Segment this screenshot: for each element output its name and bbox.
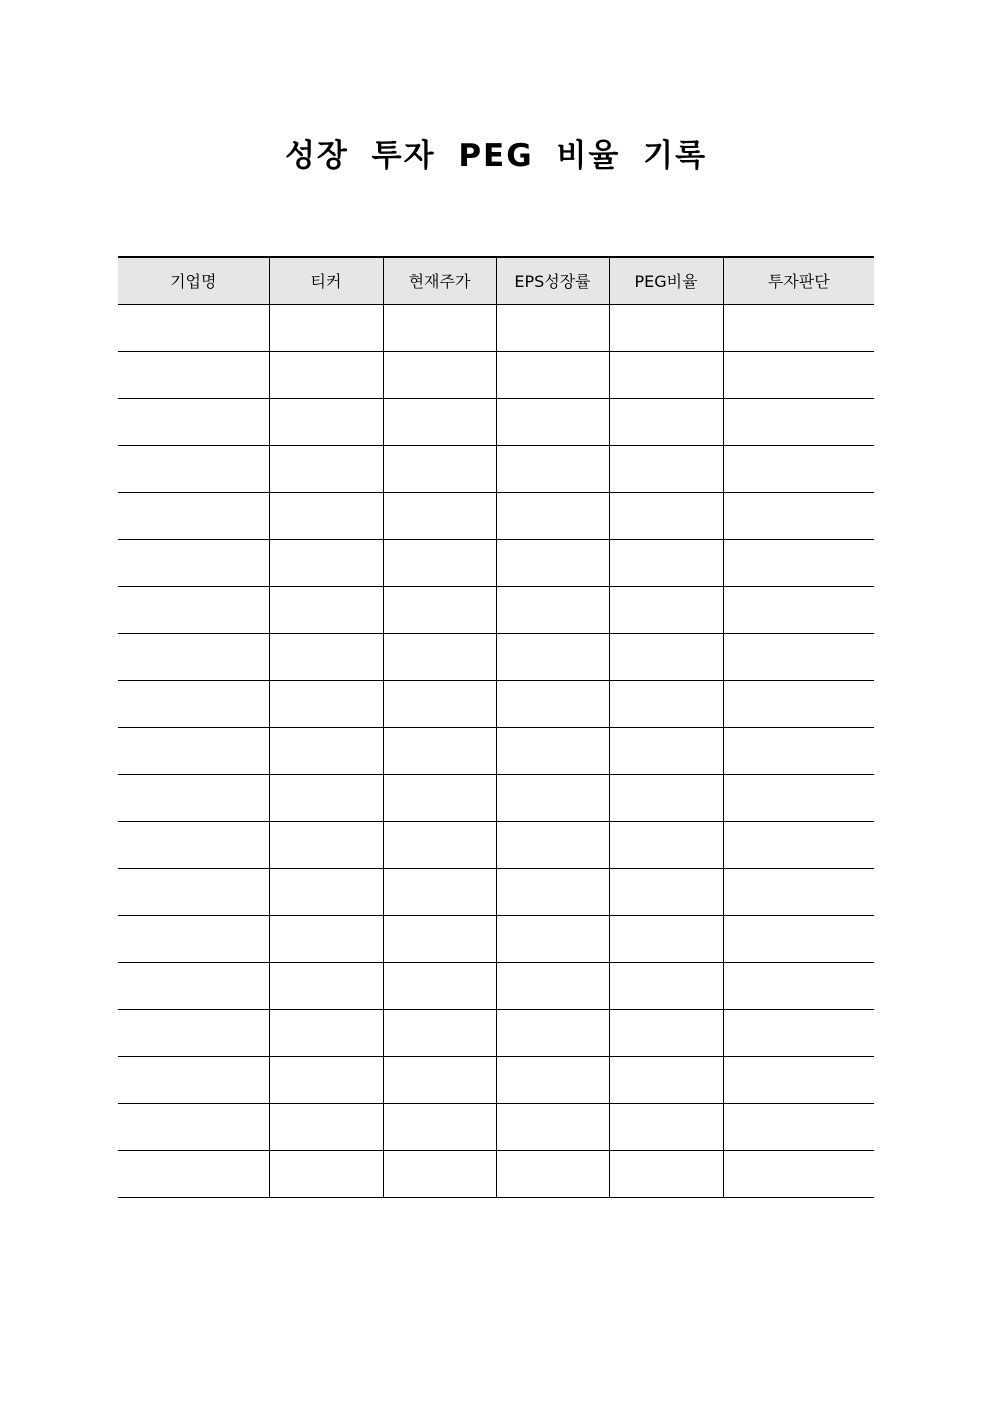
- cell-eps-growth[interactable]: [496, 1009, 609, 1056]
- header-investment-decision: 투자판단: [723, 257, 874, 304]
- cell-company-name[interactable]: [118, 1103, 269, 1150]
- cell-investment-decision[interactable]: [723, 868, 874, 915]
- cell-peg-ratio[interactable]: [609, 680, 723, 727]
- cell-investment-decision[interactable]: [723, 962, 874, 1009]
- cell-peg-ratio[interactable]: [609, 727, 723, 774]
- cell-eps-growth[interactable]: [496, 492, 609, 539]
- cell-company-name[interactable]: [118, 821, 269, 868]
- cell-current-price[interactable]: [383, 962, 496, 1009]
- cell-ticker[interactable]: [269, 445, 383, 492]
- cell-peg-ratio[interactable]: [609, 633, 723, 680]
- cell-company-name[interactable]: [118, 962, 269, 1009]
- cell-company-name[interactable]: [118, 492, 269, 539]
- cell-eps-growth[interactable]: [496, 1150, 609, 1197]
- table-row: [118, 1056, 874, 1103]
- cell-eps-growth[interactable]: [496, 962, 609, 1009]
- cell-eps-growth[interactable]: [496, 1103, 609, 1150]
- table-header: [118, 257, 874, 304]
- cell-eps-growth[interactable]: [496, 727, 609, 774]
- table-row: [118, 633, 874, 680]
- cell-current-price[interactable]: [383, 915, 496, 962]
- cell-ticker[interactable]: [269, 962, 383, 1009]
- cell-peg-ratio[interactable]: [609, 492, 723, 539]
- cell-ticker[interactable]: [269, 304, 383, 351]
- cell-investment-decision[interactable]: [723, 1103, 874, 1150]
- cell-peg-ratio[interactable]: [609, 351, 723, 398]
- cell-ticker[interactable]: [269, 774, 383, 821]
- header-current-price: 현재주가: [383, 257, 496, 304]
- cell-investment-decision[interactable]: [723, 1009, 874, 1056]
- header-peg-ratio: PEG비율: [609, 257, 723, 304]
- cell-eps-growth[interactable]: [496, 586, 609, 633]
- cell-peg-ratio[interactable]: [609, 1009, 723, 1056]
- cell-investment-decision[interactable]: [723, 445, 874, 492]
- cell-investment-decision[interactable]: [723, 398, 874, 445]
- table-row: [118, 680, 874, 727]
- cell-investment-decision[interactable]: [723, 774, 874, 821]
- header-ticker: 티커: [269, 257, 383, 304]
- cell-investment-decision[interactable]: [723, 680, 874, 727]
- cell-company-name[interactable]: [118, 868, 269, 915]
- page-title: 성장 투자 PEG 비율 기록: [284, 138, 708, 174]
- table-row: [118, 868, 874, 915]
- cell-investment-decision[interactable]: [723, 915, 874, 962]
- cell-company-name[interactable]: [118, 445, 269, 492]
- cell-eps-growth[interactable]: [496, 868, 609, 915]
- cell-eps-growth[interactable]: [496, 774, 609, 821]
- cell-investment-decision[interactable]: [723, 586, 874, 633]
- header-eps-growth: EPS성장률: [496, 257, 609, 304]
- cell-investment-decision[interactable]: [723, 492, 874, 539]
- cell-ticker[interactable]: [269, 821, 383, 868]
- cell-eps-growth[interactable]: [496, 304, 609, 351]
- table-row: [118, 727, 874, 774]
- cell-eps-growth[interactable]: [496, 351, 609, 398]
- cell-company-name[interactable]: [118, 304, 269, 351]
- cell-peg-ratio[interactable]: [609, 774, 723, 821]
- cell-eps-growth[interactable]: [496, 680, 609, 727]
- table-row: [118, 398, 874, 445]
- cell-current-price[interactable]: [383, 1009, 496, 1056]
- cell-current-price[interactable]: [383, 445, 496, 492]
- cell-ticker[interactable]: [269, 586, 383, 633]
- cell-investment-decision[interactable]: [723, 727, 874, 774]
- cell-current-price[interactable]: [383, 727, 496, 774]
- table-row: [118, 915, 874, 962]
- cell-company-name[interactable]: [118, 586, 269, 633]
- table-row: [118, 492, 874, 539]
- peg-record-table: [118, 256, 874, 1198]
- cell-peg-ratio[interactable]: [609, 539, 723, 586]
- table-row: [118, 1150, 874, 1197]
- cell-investment-decision[interactable]: [723, 539, 874, 586]
- cell-company-name[interactable]: [118, 633, 269, 680]
- cell-company-name[interactable]: [118, 727, 269, 774]
- cell-ticker[interactable]: [269, 680, 383, 727]
- cell-peg-ratio[interactable]: [609, 586, 723, 633]
- cell-company-name[interactable]: [118, 680, 269, 727]
- cell-current-price[interactable]: [383, 680, 496, 727]
- cell-current-price[interactable]: [383, 821, 496, 868]
- cell-current-price[interactable]: [383, 1056, 496, 1103]
- table-row: [118, 821, 874, 868]
- header-company-name: 기업명: [118, 257, 269, 304]
- cell-current-price[interactable]: [383, 633, 496, 680]
- cell-eps-growth[interactable]: [496, 1056, 609, 1103]
- cell-eps-growth[interactable]: [496, 821, 609, 868]
- cell-ticker[interactable]: [269, 868, 383, 915]
- cell-investment-decision[interactable]: [723, 633, 874, 680]
- cell-ticker[interactable]: [269, 1150, 383, 1197]
- cell-eps-growth[interactable]: [496, 445, 609, 492]
- cell-company-name[interactable]: [118, 915, 269, 962]
- cell-investment-decision[interactable]: [723, 821, 874, 868]
- cell-current-price[interactable]: [383, 774, 496, 821]
- cell-investment-decision[interactable]: [723, 1150, 874, 1197]
- cell-ticker[interactable]: [269, 1103, 383, 1150]
- cell-ticker[interactable]: [269, 539, 383, 586]
- cell-peg-ratio[interactable]: [609, 821, 723, 868]
- table-row: [118, 1103, 874, 1150]
- cell-peg-ratio[interactable]: [609, 1103, 723, 1150]
- cell-company-name[interactable]: [118, 1056, 269, 1103]
- table-row: [118, 586, 874, 633]
- cell-ticker[interactable]: [269, 633, 383, 680]
- cell-eps-growth[interactable]: [496, 915, 609, 962]
- cell-ticker[interactable]: [269, 492, 383, 539]
- cell-current-price[interactable]: [383, 398, 496, 445]
- cell-current-price[interactable]: [383, 351, 496, 398]
- cell-peg-ratio[interactable]: [609, 1056, 723, 1103]
- cell-investment-decision[interactable]: [723, 1056, 874, 1103]
- table-body: [118, 304, 874, 1197]
- cell-peg-ratio[interactable]: [609, 398, 723, 445]
- table-row: [118, 539, 874, 586]
- cell-eps-growth[interactable]: [496, 633, 609, 680]
- cell-peg-ratio[interactable]: [609, 915, 723, 962]
- cell-ticker[interactable]: [269, 351, 383, 398]
- cell-peg-ratio[interactable]: [609, 868, 723, 915]
- table-row: [118, 774, 874, 821]
- cell-peg-ratio[interactable]: [609, 304, 723, 351]
- cell-peg-ratio[interactable]: [609, 1150, 723, 1197]
- cell-peg-ratio[interactable]: [609, 962, 723, 1009]
- cell-current-price[interactable]: [383, 586, 496, 633]
- cell-ticker[interactable]: [269, 915, 383, 962]
- table-row: [118, 351, 874, 398]
- cell-eps-growth[interactable]: [496, 539, 609, 586]
- cell-company-name[interactable]: [118, 1009, 269, 1056]
- cell-current-price[interactable]: [383, 868, 496, 915]
- cell-ticker[interactable]: [269, 1056, 383, 1103]
- cell-company-name[interactable]: [118, 351, 269, 398]
- cell-investment-decision[interactable]: [723, 304, 874, 351]
- cell-current-price[interactable]: [383, 304, 496, 351]
- cell-current-price[interactable]: [383, 1150, 496, 1197]
- table-row: [118, 304, 874, 351]
- cell-company-name[interactable]: [118, 1150, 269, 1197]
- cell-current-price[interactable]: [383, 492, 496, 539]
- header-row: [118, 257, 874, 304]
- cell-ticker[interactable]: [269, 398, 383, 445]
- cell-eps-growth[interactable]: [496, 398, 609, 445]
- table-row: [118, 962, 874, 1009]
- cell-current-price[interactable]: [383, 1103, 496, 1150]
- cell-company-name[interactable]: [118, 539, 269, 586]
- cell-peg-ratio[interactable]: [609, 445, 723, 492]
- cell-ticker[interactable]: [269, 727, 383, 774]
- cell-investment-decision[interactable]: [723, 351, 874, 398]
- table-row: [118, 1009, 874, 1056]
- cell-company-name[interactable]: [118, 398, 269, 445]
- cell-current-price[interactable]: [383, 539, 496, 586]
- table-row: [118, 445, 874, 492]
- cell-ticker[interactable]: [269, 1009, 383, 1056]
- cell-company-name[interactable]: [118, 774, 269, 821]
